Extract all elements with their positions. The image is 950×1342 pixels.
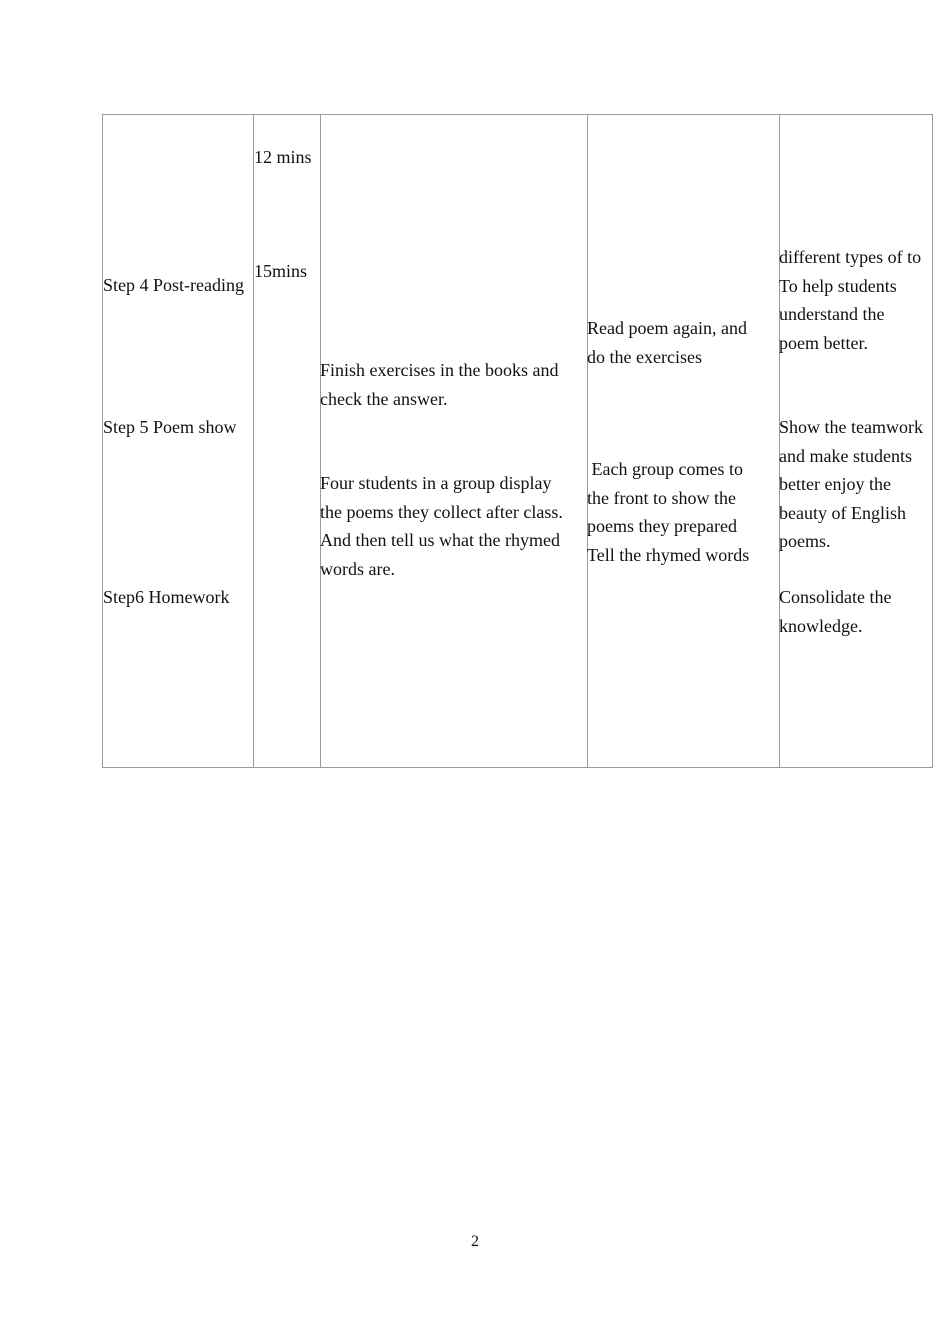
teacher-activity-line: Finish exercises in the books and (320, 360, 559, 380)
purpose-line: poems. (779, 531, 831, 551)
student-activity-line: Tell the rhymed words (587, 544, 750, 565)
step-label: Step 4 Post-reading (103, 275, 244, 295)
column-divider (253, 115, 254, 767)
time-label: 12 mins (254, 147, 312, 167)
step-label: Step 5 Poem show (103, 417, 237, 437)
teacher-activity-line: words are. (320, 558, 395, 579)
purpose-line: Show the teamwork (779, 417, 923, 437)
page-number: 2 (471, 1233, 479, 1250)
purpose-line: Consolidate the (779, 587, 892, 607)
teacher-activity-line: Four students in a group display (320, 473, 552, 493)
purpose-line: knowledge. (779, 615, 863, 636)
column-divider (587, 115, 588, 767)
purpose-line: different types of to (779, 247, 922, 267)
purpose-line: To help students (779, 275, 897, 296)
purpose-line: better enjoy the (779, 474, 891, 494)
student-activity-line: Read poem again, and (587, 318, 747, 338)
teacher-activity-line: the poems they collect after class. (320, 501, 563, 522)
column-divider (320, 115, 321, 767)
time-label: 15mins (254, 261, 308, 281)
teacher-activity-line: check the answer. (320, 388, 448, 409)
purpose-line: beauty of English (779, 502, 906, 523)
purpose-line: understand the (779, 304, 885, 324)
purpose-line: poem better. (779, 332, 868, 353)
student-activity-line: the front to show the (587, 487, 736, 508)
student-activity-line: do the exercises (587, 346, 702, 367)
student-activity-line: Each group comes to (587, 459, 743, 479)
student-activity-line: poems they prepared (587, 516, 737, 536)
teacher-activity-line: And then tell us what the rhymed (320, 530, 560, 550)
step-label: Step6 Homework (103, 587, 230, 607)
purpose-line: and make students (779, 445, 912, 466)
